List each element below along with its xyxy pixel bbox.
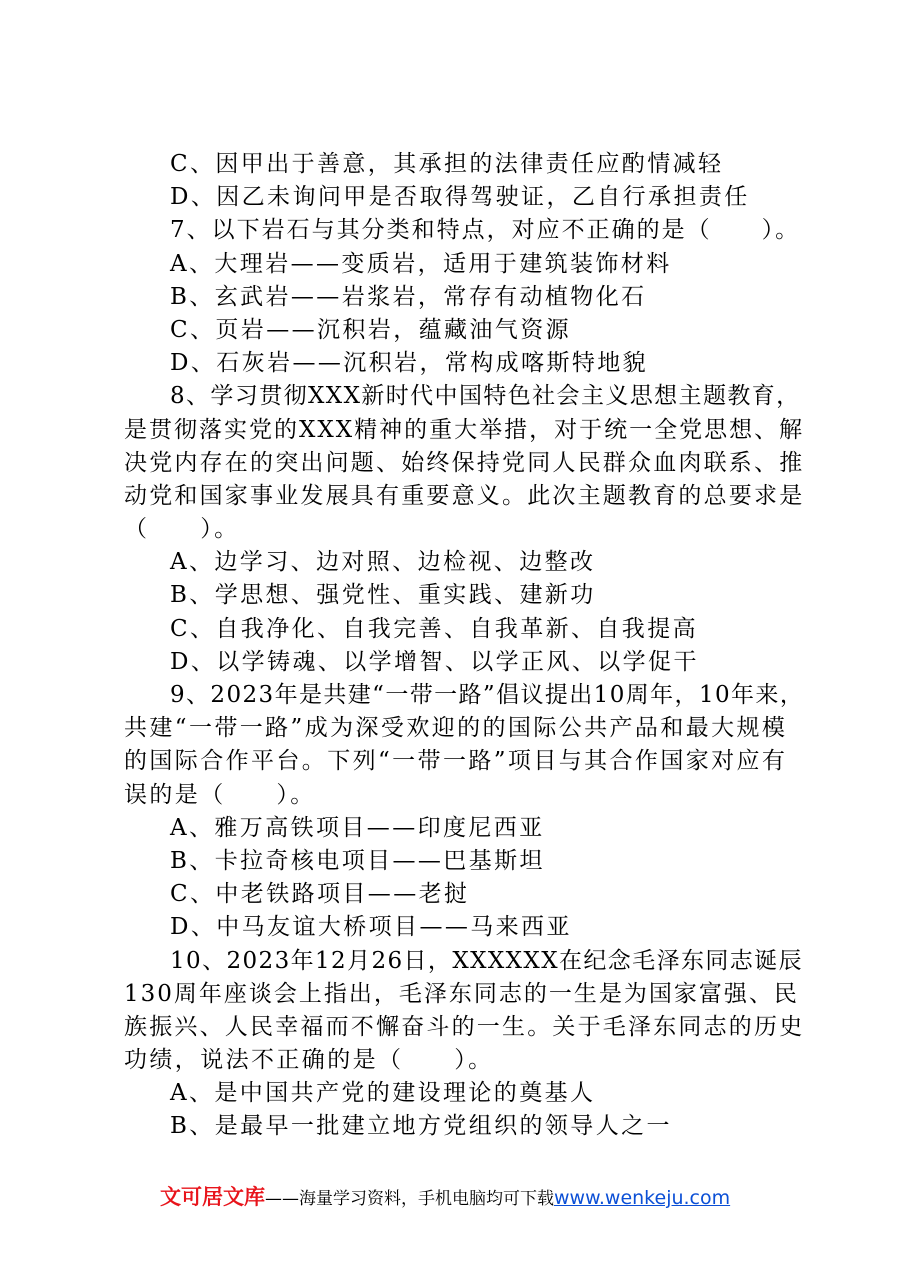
footer-slogan: ——海量学习资料，手机电脑均可下载 [265,1189,554,1209]
text-line: 130周年座谈会上指出，毛泽东同志的一生是为国家富强、民 [124,980,799,1007]
text-line: 共建“一带一路”成为深受欢迎的的国际公共产品和最大规模 [124,715,788,742]
text-line: A、大理岩——变质岩，适用于建筑装饰材料 [170,250,672,277]
text-line: A、边学习、边对照、边检视、边整改 [170,549,596,576]
text-line: 10、2023年12月26日，XXXXXX在纪念毛泽东同志诞辰 [170,947,803,974]
text-line: A、雅万高铁项目——印度尼西亚 [170,814,545,841]
text-line: 功绩，说法不正确的是（ ）。 [124,1047,494,1074]
text-line: 误的是（ ）。 [124,781,316,808]
text-line: 9、2023年是共建“一带一路”倡议提出10周年，10年来， [170,682,805,708]
text-line: D、中马友谊大桥项目——马来西亚 [170,914,572,941]
text-line: 7、以下岩石与其分类和特点，对应不正确的是（ ）。 [170,217,801,244]
text-line: C、中老铁路项目——老挝 [170,881,470,908]
text-line: B、学思想、强党性、重实践、建新功 [170,582,596,609]
text-line: B、是最早一批建立地方党组织的领导人之一 [170,1113,672,1140]
text-line: 族振兴、人民幸福而不懈奋斗的一生。关于毛泽东同志的历史 [124,1013,805,1040]
footer-link[interactable]: www.wenkeju.com [554,1187,731,1209]
text-line: D、石灰岩——沉积岩，常构成喀斯特地貌 [170,350,649,377]
text-line: 动党和国家事业发展具有重要意义。此次主题教育的总要求是 [124,482,805,509]
text-line: 8、学习贯彻XXX新时代中国特色社会主义思想主题教育， [170,383,801,410]
text-line: D、因乙未询问甲是否取得驾驶证，乙自行承担责任 [170,184,750,211]
text-line: （ ）。 [124,516,240,543]
footer-brand: 文可居文库 [160,1185,265,1209]
text-line: B、卡拉奇核电项目——巴基斯坦 [170,847,545,874]
text-line: C、因甲出于善意，其承担的法律责任应酌情减轻 [170,151,724,177]
document-body [124,148,804,1144]
text-line: 决党内存在的突出问题、始终保持党同人民群众血肉联系、推 [124,449,805,476]
text-line: C、自我净化、自我完善、自我革新、自我提高 [170,615,698,642]
text-line: 的国际合作平台。下列“一带一路”项目与其合作国家对应有 [124,748,788,775]
text-line: 是贯彻落实党的XXX精神的重大举措，对于统一全党思想、解 [124,416,805,443]
text-line: A、是中国共产党的建设理论的奠基人 [170,1080,596,1107]
text-line: D、以学铸魂、以学增智、以学正风、以学促干 [170,648,699,675]
text-line: B、玄武岩——岩浆岩，常存有动植物化石 [170,283,647,310]
text-line: C、页岩——沉积岩，蕴藏油气资源 [170,316,571,343]
footer-banner [160,1183,730,1213]
